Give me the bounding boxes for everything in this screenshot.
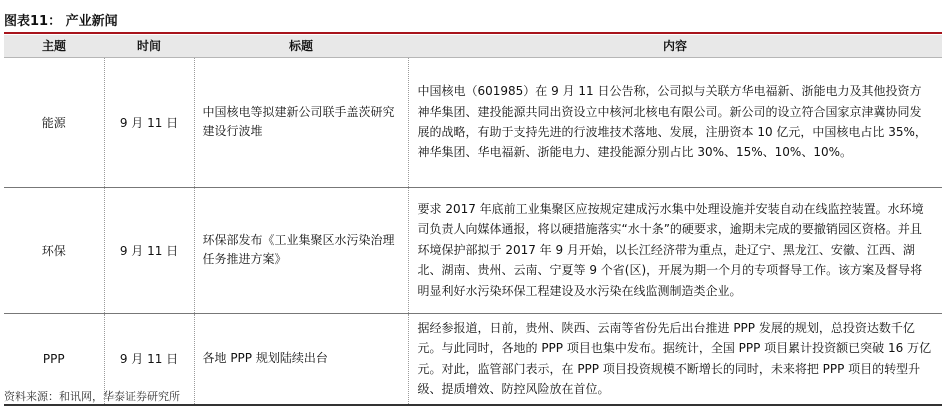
content-cell: 据经参报道，日前，贵州、陕西、云南等省份先后出台推进 PPP 发展的规划，总投资达数千亿元。与此同时，各地的 PPP 项目也集中发布。据统计，全国 PPP 项目累计投资额已突破 16 万亿元。对此，监管部门表示，在 PPP 项目投资规模不断增长的同时，未来将把 PPP 项目的转型升级、提质增效、防控风险放在首位。 (408, 313, 942, 405)
source-note: 资料来源：和讯网，华泰证券研究所 (4, 390, 180, 403)
date-cell: 9 月 11 日 (104, 187, 194, 313)
figure-title (4, 12, 118, 32)
title-divider (4, 32, 942, 34)
industry-news-table (4, 35, 942, 406)
header-date: 时间 (104, 35, 194, 57)
headline-cell: 中国核电等拟建新公司联手盖茨研究建设行波堆 (194, 57, 408, 187)
topic-cell: PPP (4, 313, 104, 405)
figure-label: 图表11： (4, 14, 62, 29)
topic-cell: 环保 (4, 187, 104, 313)
header-headline: 标题 (194, 35, 408, 57)
date-cell: 9 月 11 日 (104, 57, 194, 187)
content-cell: 中国核电（601985）在 9 月 11 日公告称，公司拟与关联方华电福新、浙能电力及其他投资方神华集团、建投能源共同出资设立中核河北核电有限公司。新公司的设立符合国家京津冀协同发展的战略，有助于支持先进的行波堆技术落地、发展，注册资本 10 亿元，中国核电占比 35%，神华集团、华电福新、浙能电力、建投能源分别占比 30%、15%、10%、10%。 (408, 57, 942, 187)
content-cell: 要求 2017 年底前工业集聚区应按规定建成污水集中处理设施并安装自动在线监控装置。水环境司负责人向媒体通报，将以硬措施落实“水十条”的硬要求，逾期未完成的要撤销园区资格。并且环境保护部拟于 2017 年 9 月开始，以长江经济带为重点，赴辽宁、黑龙江、安徽、江西、湖北、湖南、贵州、云南、宁夏等 9 个省(区)，开展为期一个月的专项督导工作。该方案及督导将明显利好水污染环保工程建设及水污染在线监测制造类企业。 (408, 187, 942, 313)
header-topic: 主题 (4, 35, 104, 57)
table-row (4, 57, 942, 187)
header-content: 内容 (408, 35, 942, 57)
table-row (4, 187, 942, 313)
headline-cell: 各地 PPP 规划陆续出台 (194, 313, 408, 405)
date-cell: 9 月 11 日 (104, 313, 194, 405)
topic-cell: 能源 (4, 57, 104, 187)
figure-title-text: 产业新闻 (65, 14, 118, 29)
headline-cell: 环保部发布《工业集聚区水污染治理任务推进方案》 (194, 187, 408, 313)
table-header-row (4, 35, 942, 57)
